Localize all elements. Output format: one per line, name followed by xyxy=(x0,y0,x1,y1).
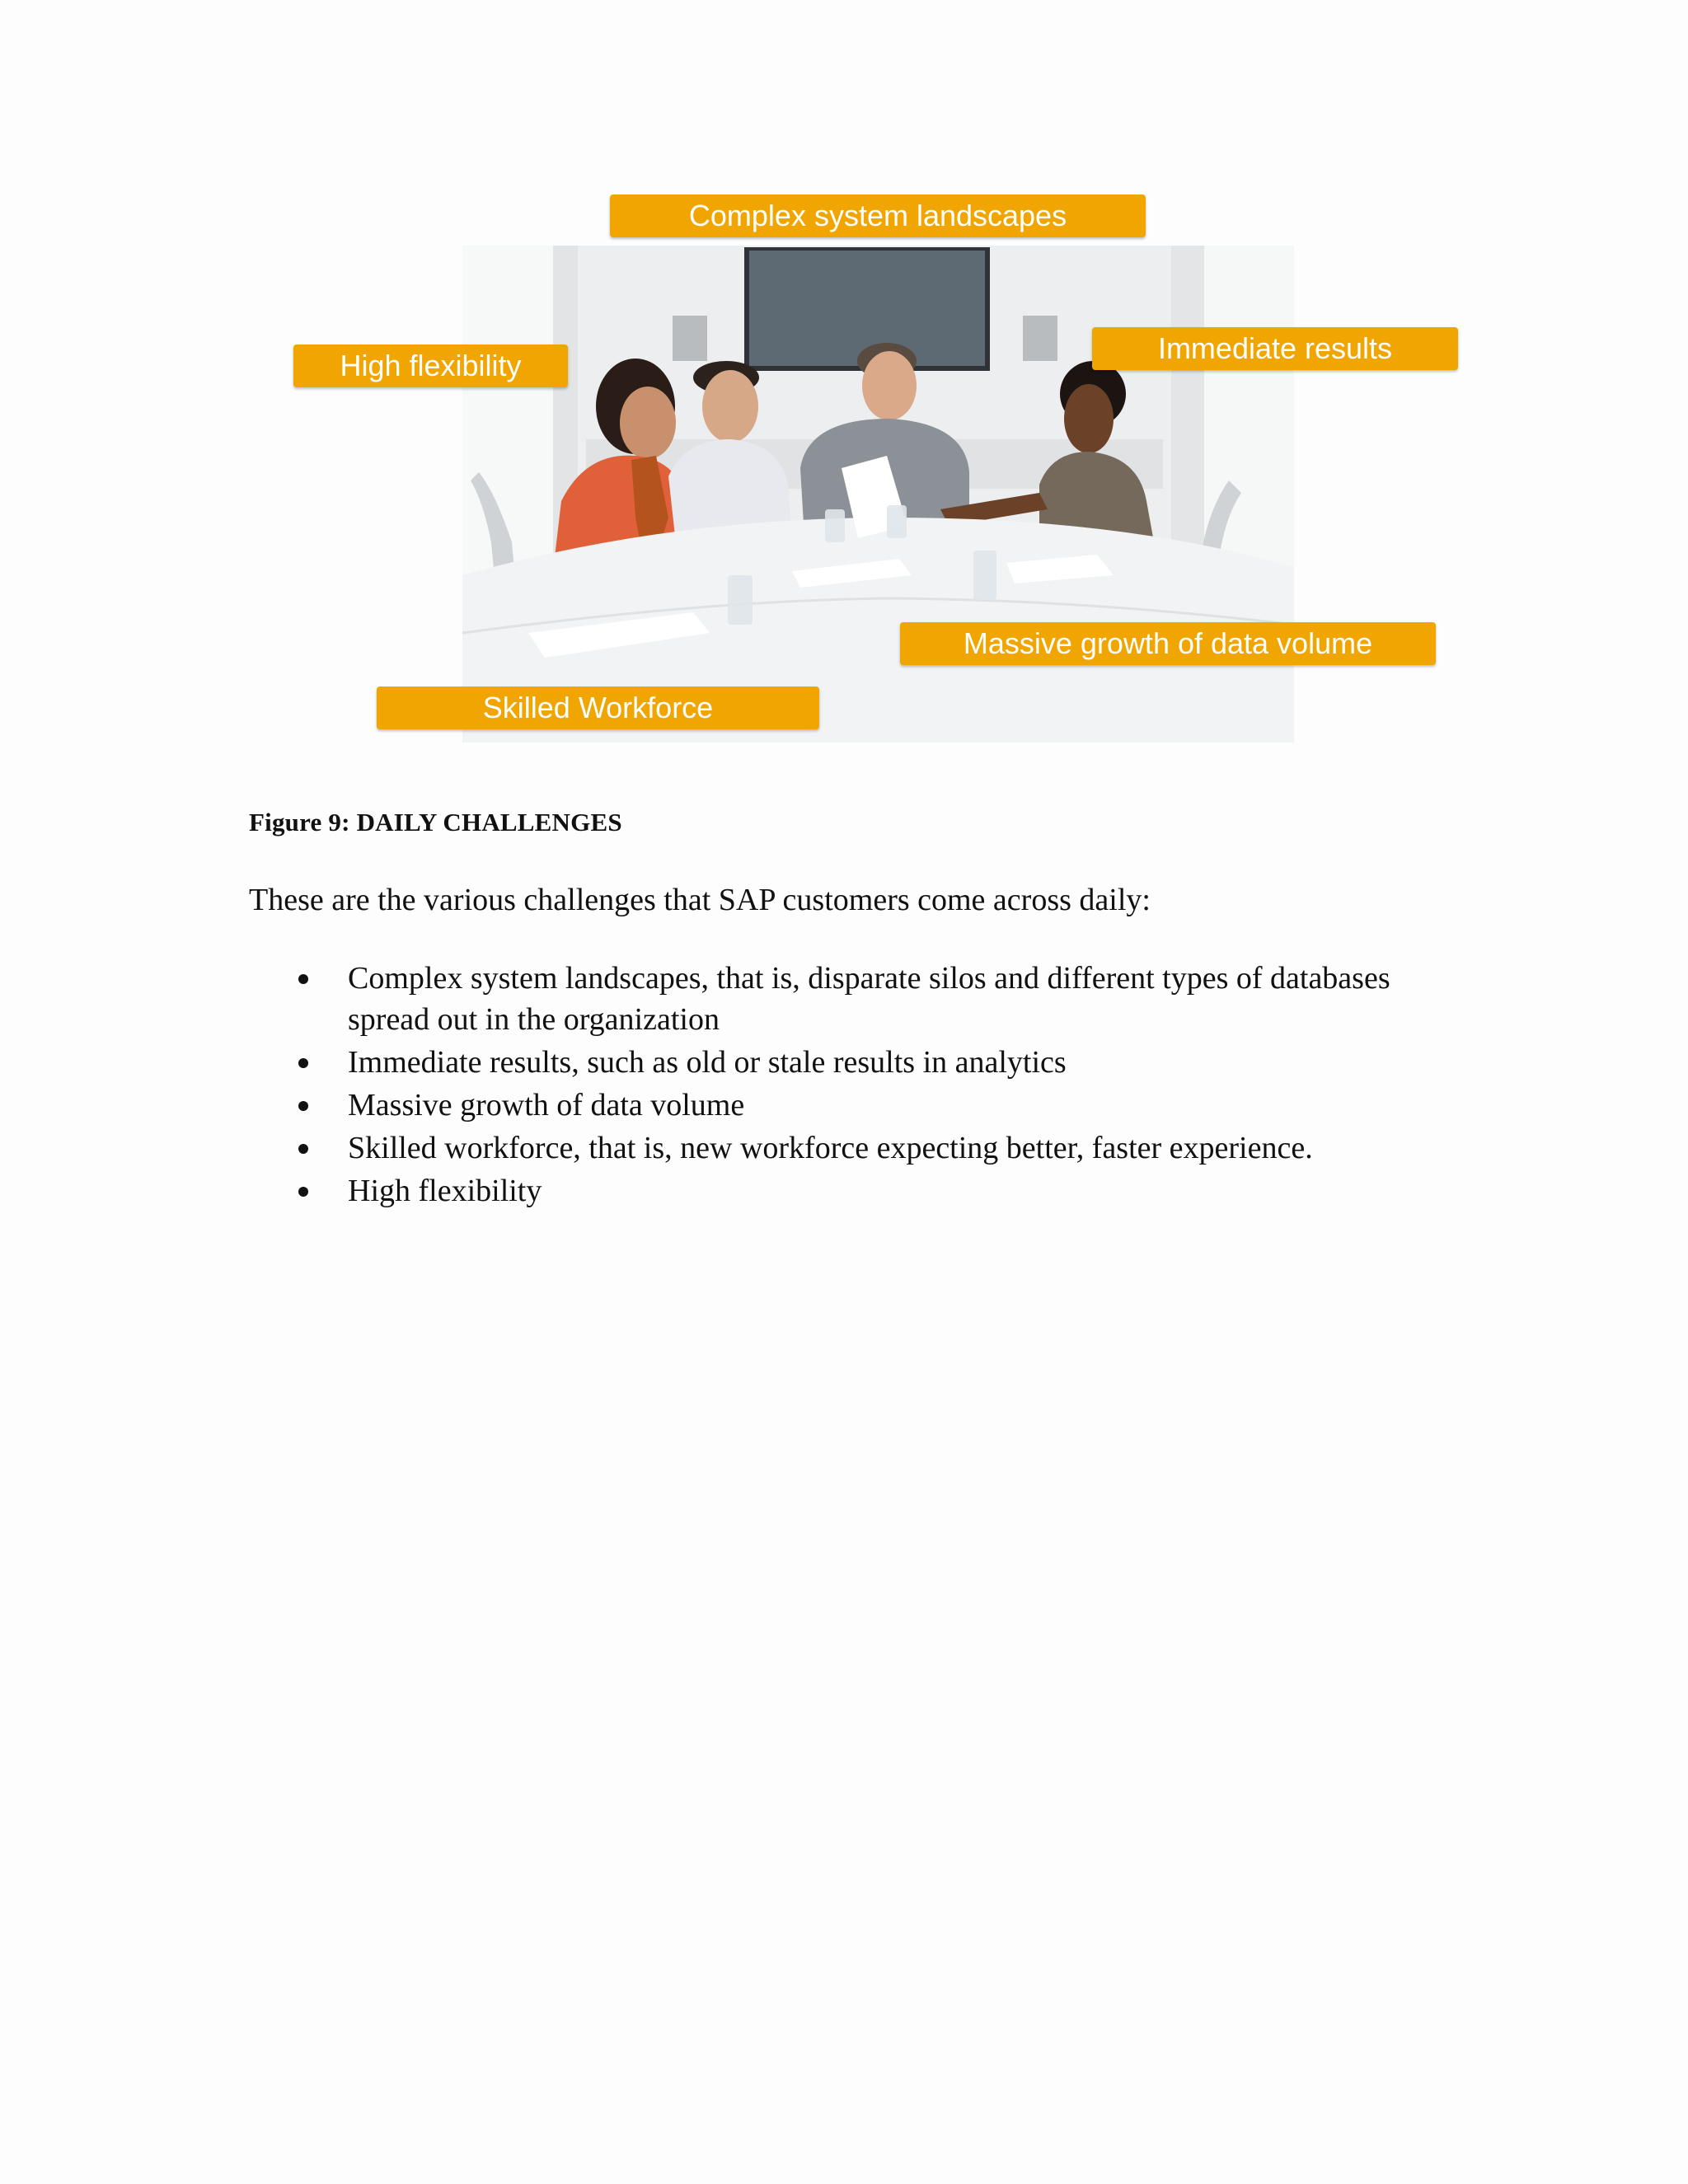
label-complex-system-landscapes: Complex system landscapes xyxy=(610,194,1146,237)
list-item-text: Immediate results, such as old or stale results in analytics xyxy=(348,1045,1067,1080)
challenges-list xyxy=(249,958,1485,1213)
list-item-text: Massive growth of data volume xyxy=(348,1088,745,1122)
bullet-icon xyxy=(298,974,308,984)
label-high-flexibility: High flexibility xyxy=(293,344,568,387)
list-item-text: Skilled workforce, that is, new workforce expecting better, faster experience. xyxy=(348,1131,1313,1165)
list-item-text: High flexibility xyxy=(348,1174,542,1208)
bullet-icon xyxy=(298,1187,308,1197)
bullet-icon xyxy=(298,1058,308,1068)
label-skilled-workforce: Skilled Workforce xyxy=(377,687,819,729)
meeting-photo xyxy=(462,246,1294,743)
list-item xyxy=(249,958,1485,1040)
intro-paragraph: These are the various challenges that SAP customers come across daily: xyxy=(249,883,1151,917)
list-item xyxy=(249,1042,1485,1083)
label-immediate-results: Immediate results xyxy=(1092,327,1458,370)
list-item xyxy=(249,1085,1485,1126)
bullet-icon xyxy=(298,1144,308,1154)
list-item-text: Complex system landscapes, that is, disparate silos and different types of databases spread out in the organization xyxy=(348,961,1390,1037)
list-item xyxy=(249,1127,1485,1169)
label-massive-growth: Massive growth of data volume xyxy=(900,622,1436,665)
list-item xyxy=(249,1170,1485,1212)
daily-challenges-figure xyxy=(0,0,1688,758)
meeting-photo-illustration xyxy=(462,246,1294,743)
bullet-icon xyxy=(298,1101,308,1111)
figure-caption: Figure 9: DAILY CHALLENGES xyxy=(249,808,622,837)
